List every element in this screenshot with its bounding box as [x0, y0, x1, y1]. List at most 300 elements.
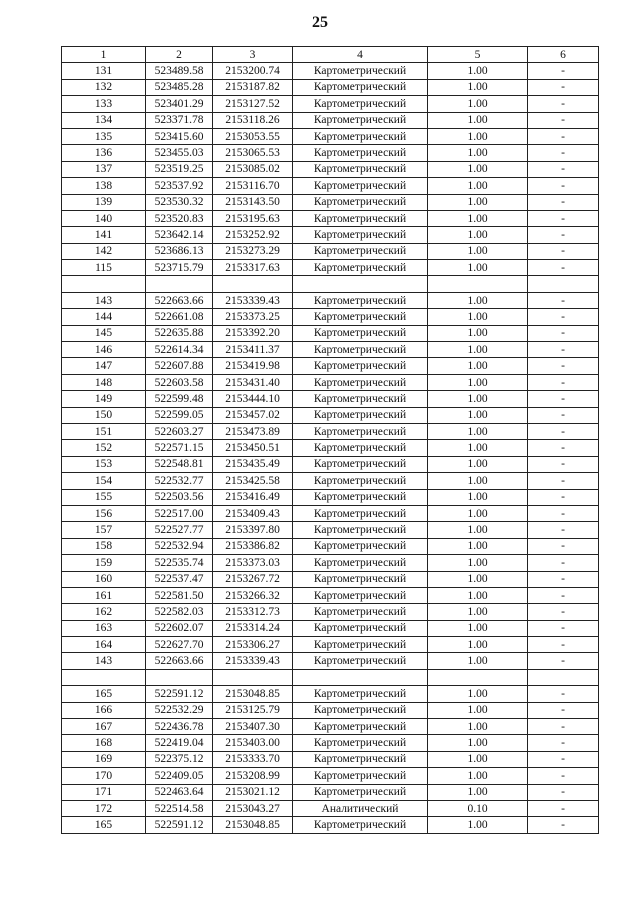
table-cell: -: [528, 784, 599, 800]
table-cell: 133: [62, 96, 146, 112]
table-cell: 2153021.12: [213, 784, 293, 800]
table-cell: 1.00: [428, 473, 528, 489]
table-cell: 522548.81: [146, 456, 213, 472]
table-cell: 158: [62, 538, 146, 554]
table-cell: 172: [62, 800, 146, 816]
table-cell: -: [528, 260, 599, 276]
table-cell: 1.00: [428, 555, 528, 571]
table-cell: 2153397.80: [213, 522, 293, 538]
table-cell: 1.00: [428, 440, 528, 456]
table-row: [62, 227, 599, 243]
spacer-row: [62, 669, 599, 685]
table-cell: 1.00: [428, 620, 528, 636]
table-cell: -: [528, 194, 599, 210]
table-row: [62, 407, 599, 423]
table-cell: -: [528, 210, 599, 226]
table-cell: 167: [62, 719, 146, 735]
table-cell: 1.00: [428, 342, 528, 358]
table-cell: 522661.08: [146, 309, 213, 325]
table-cell: 522663.66: [146, 292, 213, 308]
spacer-row: [62, 276, 599, 292]
table-cell: 2153085.02: [213, 161, 293, 177]
header-cell: 4: [293, 47, 428, 63]
table-cell: -: [528, 63, 599, 79]
table-cell: 522532.29: [146, 702, 213, 718]
table-cell: Картометрический: [293, 768, 428, 784]
table-cell: -: [528, 374, 599, 390]
table-cell: 2153333.70: [213, 751, 293, 767]
table-cell: 2153411.37: [213, 342, 293, 358]
table-cell: Картометрический: [293, 686, 428, 702]
table-cell: 522419.04: [146, 735, 213, 751]
table-row: [62, 112, 599, 128]
table-cell: [428, 669, 528, 685]
table-cell: 2153419.98: [213, 358, 293, 374]
table-cell: 2153048.85: [213, 817, 293, 833]
table-cell: Картометрический: [293, 79, 428, 95]
table-row: [62, 587, 599, 603]
table-cell: 522602.07: [146, 620, 213, 636]
table-cell: Картометрический: [293, 423, 428, 439]
table-cell: 2153200.74: [213, 63, 293, 79]
table-cell: Картометрический: [293, 751, 428, 767]
table-cell: 145: [62, 325, 146, 341]
table-cell: 1.00: [428, 702, 528, 718]
table-cell: 168: [62, 735, 146, 751]
table-cell: 522591.12: [146, 817, 213, 833]
table-cell: 2153127.52: [213, 96, 293, 112]
table-cell: -: [528, 538, 599, 554]
table-cell: 522535.74: [146, 555, 213, 571]
table-row: [62, 440, 599, 456]
table-cell: 1.00: [428, 243, 528, 259]
table-cell: 1.00: [428, 210, 528, 226]
header-row: [62, 47, 599, 63]
table-row: [62, 735, 599, 751]
table-cell: -: [528, 571, 599, 587]
table-row: [62, 260, 599, 276]
table-cell: Картометрический: [293, 292, 428, 308]
table-row: [62, 522, 599, 538]
table-cell: 523715.79: [146, 260, 213, 276]
table-row: [62, 620, 599, 636]
table-cell: Картометрический: [293, 817, 428, 833]
table-cell: 143: [62, 653, 146, 669]
table-cell: 523401.29: [146, 96, 213, 112]
table-cell: 1.00: [428, 719, 528, 735]
table-cell: Картометрический: [293, 210, 428, 226]
table-cell: 522436.78: [146, 719, 213, 735]
table-cell: Картометрический: [293, 473, 428, 489]
table-cell: Картометрический: [293, 309, 428, 325]
table-cell: 1.00: [428, 391, 528, 407]
table-cell: 140: [62, 210, 146, 226]
table-cell: -: [528, 735, 599, 751]
table-cell: -: [528, 751, 599, 767]
table-cell: 1.00: [428, 538, 528, 554]
table-cell: Картометрический: [293, 391, 428, 407]
table-cell: 1.00: [428, 817, 528, 833]
table-row: [62, 637, 599, 653]
table-cell: 2153118.26: [213, 112, 293, 128]
table-cell: 160: [62, 571, 146, 587]
table-cell: 2153373.03: [213, 555, 293, 571]
table-cell: -: [528, 440, 599, 456]
table-cell: 2153407.30: [213, 719, 293, 735]
table-row: [62, 145, 599, 161]
table-cell: [528, 276, 599, 292]
table-cell: 2153314.24: [213, 620, 293, 636]
table-cell: Картометрический: [293, 112, 428, 128]
table-cell: [213, 669, 293, 685]
table-cell: Картометрический: [293, 128, 428, 144]
table-cell: 1.00: [428, 522, 528, 538]
table-cell: -: [528, 128, 599, 144]
table-cell: -: [528, 456, 599, 472]
table-cell: 2153312.73: [213, 604, 293, 620]
table-cell: Картометрический: [293, 227, 428, 243]
table-cell: 1.00: [428, 735, 528, 751]
table-cell: -: [528, 768, 599, 784]
table-cell: 2153431.40: [213, 374, 293, 390]
table-cell: Картометрический: [293, 440, 428, 456]
header-cell: 1: [62, 47, 146, 63]
table-cell: 1.00: [428, 686, 528, 702]
table-cell: 2153195.63: [213, 210, 293, 226]
table-cell: -: [528, 96, 599, 112]
table-cell: Картометрический: [293, 719, 428, 735]
table-cell: -: [528, 620, 599, 636]
table-cell: 2153435.49: [213, 456, 293, 472]
table-cell: 147: [62, 358, 146, 374]
table-cell: 522409.05: [146, 768, 213, 784]
table-row: [62, 161, 599, 177]
table-cell: -: [528, 653, 599, 669]
table-cell: -: [528, 112, 599, 128]
table-cell: 142: [62, 243, 146, 259]
table-cell: 164: [62, 637, 146, 653]
table-cell: 1.00: [428, 456, 528, 472]
table-cell: 1.00: [428, 325, 528, 341]
table-cell: 136: [62, 145, 146, 161]
table-cell: -: [528, 391, 599, 407]
table-cell: 523489.58: [146, 63, 213, 79]
table-cell: 522599.48: [146, 391, 213, 407]
table-cell: 132: [62, 79, 146, 95]
table-cell: 2153473.89: [213, 423, 293, 439]
table-cell: Картометрический: [293, 374, 428, 390]
table-cell: 522635.88: [146, 325, 213, 341]
table-row: [62, 505, 599, 521]
table-row: [62, 358, 599, 374]
table-cell: -: [528, 473, 599, 489]
table-cell: 134: [62, 112, 146, 128]
table-cell: 1.00: [428, 768, 528, 784]
table-cell: 150: [62, 407, 146, 423]
header-cell: 6: [528, 47, 599, 63]
table-cell: 2153416.49: [213, 489, 293, 505]
table-row: [62, 96, 599, 112]
table-cell: 0.10: [428, 800, 528, 816]
table-cell: 1.00: [428, 96, 528, 112]
table-cell: 2153266.32: [213, 587, 293, 603]
header-cell: 2: [146, 47, 213, 63]
table-cell: 143: [62, 292, 146, 308]
table-cell: Картометрический: [293, 161, 428, 177]
table-cell: [293, 276, 428, 292]
table-cell: 115: [62, 260, 146, 276]
table-row: [62, 555, 599, 571]
table-cell: 2153053.55: [213, 128, 293, 144]
table-cell: Картометрический: [293, 358, 428, 374]
table-row: [62, 210, 599, 226]
table-cell: -: [528, 522, 599, 538]
table-cell: Картометрический: [293, 620, 428, 636]
page-number: 25: [312, 14, 328, 31]
table-cell: 137: [62, 161, 146, 177]
table-cell: 1.00: [428, 63, 528, 79]
table-cell: 522591.12: [146, 686, 213, 702]
table-cell: -: [528, 227, 599, 243]
table-cell: 1.00: [428, 489, 528, 505]
table-cell: -: [528, 587, 599, 603]
table-cell: 1.00: [428, 587, 528, 603]
table-cell: [428, 276, 528, 292]
table-cell: Аналитический: [293, 800, 428, 816]
table-cell: 522463.64: [146, 784, 213, 800]
table-cell: 2153273.29: [213, 243, 293, 259]
table-cell: 152: [62, 440, 146, 456]
table-cell: 523455.03: [146, 145, 213, 161]
table-cell: [213, 276, 293, 292]
table-cell: 2153306.27: [213, 637, 293, 653]
table-row: [62, 653, 599, 669]
table-cell: 1.00: [428, 653, 528, 669]
table-cell: 144: [62, 309, 146, 325]
table-cell: Картометрический: [293, 702, 428, 718]
table-cell: 522517.00: [146, 505, 213, 521]
table-cell: 2153267.72: [213, 571, 293, 587]
table-row: [62, 178, 599, 194]
table-cell: -: [528, 719, 599, 735]
table-cell: -: [528, 358, 599, 374]
table-row: [62, 768, 599, 784]
table-row: [62, 79, 599, 95]
table-cell: 522603.27: [146, 423, 213, 439]
table-cell: 1.00: [428, 309, 528, 325]
table-cell: 2153444.10: [213, 391, 293, 407]
table-cell: 1.00: [428, 604, 528, 620]
table-cell: 1.00: [428, 374, 528, 390]
table-cell: 2153386.82: [213, 538, 293, 554]
table-cell: 522627.70: [146, 637, 213, 653]
table-cell: 166: [62, 702, 146, 718]
table-row: [62, 817, 599, 833]
table-cell: 157: [62, 522, 146, 538]
header-cell: 5: [428, 47, 528, 63]
table-cell: Картометрический: [293, 587, 428, 603]
table-cell: 2153450.51: [213, 440, 293, 456]
table-cell: 522532.94: [146, 538, 213, 554]
table-cell: 1.00: [428, 292, 528, 308]
table-cell: -: [528, 342, 599, 358]
table-cell: 153: [62, 456, 146, 472]
table-cell: -: [528, 800, 599, 816]
table-row: [62, 702, 599, 718]
table-cell: [62, 669, 146, 685]
table-cell: 2153048.85: [213, 686, 293, 702]
table-row: [62, 719, 599, 735]
table-cell: -: [528, 309, 599, 325]
table-row: [62, 751, 599, 767]
table-cell: 131: [62, 63, 146, 79]
table-cell: -: [528, 505, 599, 521]
table-cell: 161: [62, 587, 146, 603]
table-cell: -: [528, 489, 599, 505]
table-cell: 523537.92: [146, 178, 213, 194]
table-cell: Картометрический: [293, 505, 428, 521]
table-cell: 523642.14: [146, 227, 213, 243]
table-cell: 171: [62, 784, 146, 800]
table-cell: 1.00: [428, 423, 528, 439]
table-cell: 148: [62, 374, 146, 390]
table-cell: 1.00: [428, 194, 528, 210]
table-row: [62, 423, 599, 439]
table-cell: 522581.50: [146, 587, 213, 603]
table-cell: 1.00: [428, 505, 528, 521]
table-cell: -: [528, 702, 599, 718]
table-cell: 1.00: [428, 407, 528, 423]
table-cell: -: [528, 817, 599, 833]
table-cell: 2153125.79: [213, 702, 293, 718]
table-cell: 522607.88: [146, 358, 213, 374]
table-cell: 1.00: [428, 260, 528, 276]
table-cell: Картометрический: [293, 637, 428, 653]
table-row: [62, 473, 599, 489]
table-cell: -: [528, 555, 599, 571]
table-cell: 2153065.53: [213, 145, 293, 161]
table-cell: 523530.32: [146, 194, 213, 210]
table-cell: 522599.05: [146, 407, 213, 423]
table-row: [62, 325, 599, 341]
table-cell: 1.00: [428, 358, 528, 374]
table-cell: [293, 669, 428, 685]
table-row: [62, 128, 599, 144]
header-cell: 3: [213, 47, 293, 63]
table-cell: 522582.03: [146, 604, 213, 620]
table-cell: 1.00: [428, 784, 528, 800]
table-cell: 2153392.20: [213, 325, 293, 341]
table-cell: Картометрический: [293, 96, 428, 112]
coordinates-table: [61, 46, 599, 834]
table-row: [62, 604, 599, 620]
table-cell: 1.00: [428, 751, 528, 767]
table-cell: Картометрический: [293, 63, 428, 79]
table-cell: Картометрический: [293, 735, 428, 751]
table-cell: 165: [62, 817, 146, 833]
table-cell: 523686.13: [146, 243, 213, 259]
table-header: [62, 47, 599, 63]
table-cell: Картометрический: [293, 653, 428, 669]
table-cell: 2153252.92: [213, 227, 293, 243]
table-cell: Картометрический: [293, 145, 428, 161]
table-cell: [146, 276, 213, 292]
table-body: [62, 63, 599, 833]
table-cell: 1.00: [428, 637, 528, 653]
table-cell: 159: [62, 555, 146, 571]
table-cell: 2153317.63: [213, 260, 293, 276]
table-cell: -: [528, 604, 599, 620]
table-cell: 151: [62, 423, 146, 439]
table-cell: 522532.77: [146, 473, 213, 489]
table-cell: [146, 669, 213, 685]
table-cell: Картометрический: [293, 178, 428, 194]
table-cell: 522571.15: [146, 440, 213, 456]
table-cell: -: [528, 423, 599, 439]
table-cell: -: [528, 178, 599, 194]
table-cell: 522375.12: [146, 751, 213, 767]
table-row: [62, 538, 599, 554]
table-cell: Картометрический: [293, 784, 428, 800]
table-cell: [62, 276, 146, 292]
table-cell: Картометрический: [293, 489, 428, 505]
table-cell: -: [528, 325, 599, 341]
table-row: [62, 194, 599, 210]
table-row: [62, 309, 599, 325]
table-row: [62, 784, 599, 800]
table-cell: Картометрический: [293, 522, 428, 538]
table-cell: 523371.78: [146, 112, 213, 128]
table-cell: 1.00: [428, 227, 528, 243]
table-cell: 169: [62, 751, 146, 767]
table-cell: Картометрический: [293, 456, 428, 472]
table-cell: Картометрический: [293, 194, 428, 210]
table-cell: -: [528, 145, 599, 161]
table-cell: 2153143.50: [213, 194, 293, 210]
table-cell: 523415.60: [146, 128, 213, 144]
table-row: [62, 292, 599, 308]
table-row: [62, 63, 599, 79]
table-cell: Картометрический: [293, 407, 428, 423]
table-cell: -: [528, 79, 599, 95]
table-cell: 163: [62, 620, 146, 636]
table-cell: 522503.56: [146, 489, 213, 505]
table-cell: 522537.47: [146, 571, 213, 587]
table-cell: 162: [62, 604, 146, 620]
table-cell: 1.00: [428, 571, 528, 587]
table-cell: 2153457.02: [213, 407, 293, 423]
table-cell: 2153208.99: [213, 768, 293, 784]
table-cell: 138: [62, 178, 146, 194]
table-cell: Картометрический: [293, 325, 428, 341]
table-cell: -: [528, 686, 599, 702]
table-row: [62, 391, 599, 407]
table-cell: [528, 669, 599, 685]
table-cell: Картометрический: [293, 260, 428, 276]
table-cell: 523520.83: [146, 210, 213, 226]
table-cell: 149: [62, 391, 146, 407]
table-cell: 2153339.43: [213, 292, 293, 308]
table-cell: 1.00: [428, 112, 528, 128]
table-cell: 522527.77: [146, 522, 213, 538]
table-row: [62, 342, 599, 358]
table-cell: 2153373.25: [213, 309, 293, 325]
table-cell: 156: [62, 505, 146, 521]
table-row: [62, 489, 599, 505]
table-row: [62, 374, 599, 390]
table-cell: 146: [62, 342, 146, 358]
table-cell: 522663.66: [146, 653, 213, 669]
